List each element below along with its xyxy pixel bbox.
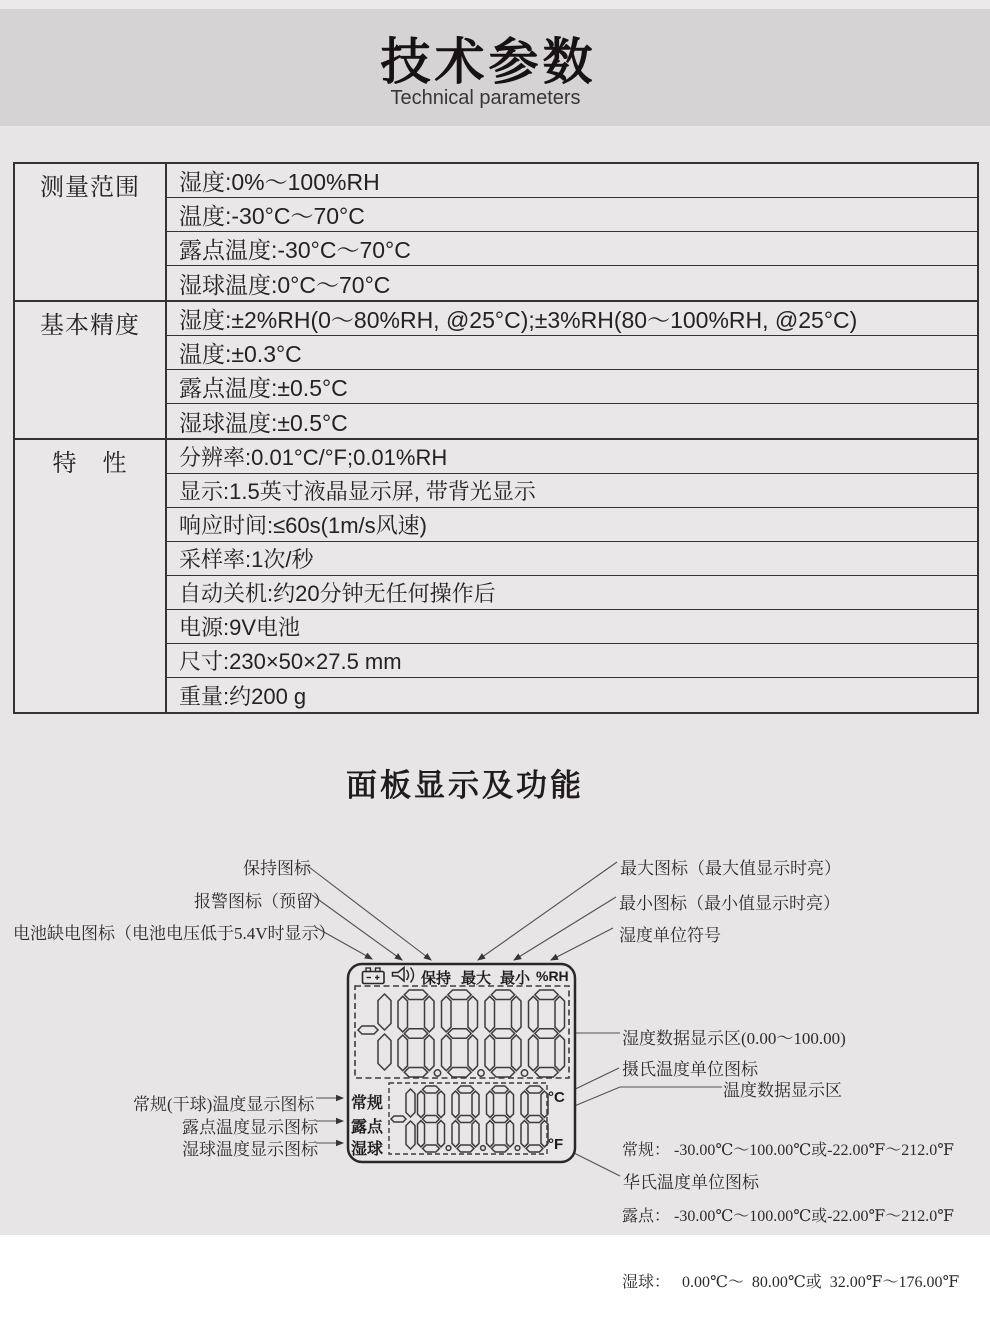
lcd-min-indicator: 最小: [500, 970, 531, 987]
panel-diagram: [0, 840, 990, 1291]
callout-wet-icon: 湿球温度显示图标: [182, 1140, 318, 1159]
spec-section-accuracy: [15, 300, 977, 438]
callout-min: 最小图标（最小值显示时亮）: [619, 894, 840, 913]
range-normal: 常规： -30.00℃～100.00℃或-22.00℉～212.0℉: [622, 1142, 954, 1159]
callout-humidity-area: 湿度数据显示区(0.00～100.00): [622, 1029, 846, 1048]
spec-row: 分辨率:0.01°C/°F;0.01%RH: [167, 440, 977, 474]
callout-rh-unit: 湿度单位符号: [619, 926, 721, 945]
spec-row: 电源:9V电池: [167, 610, 977, 644]
lcd-dew-indicator: 露点: [351, 1119, 384, 1136]
section-label: 测量范围: [15, 164, 167, 300]
rh-leader-line: [551, 928, 613, 960]
range-wet: 湿球： 0.00℃～ 80.00℃或 32.00℉～176.00℉: [622, 1274, 960, 1291]
spec-row: 采样率:1次/秒: [167, 542, 977, 576]
callout-fahrenheit: 华氏温度单位图标: [623, 1173, 759, 1192]
lcd-celsius-unit: °C: [548, 1089, 565, 1106]
spec-row: 自动关机:约20分钟无任何操作后: [167, 576, 977, 610]
callout-normal-icon: 常规(干球)温度显示图标: [133, 1095, 315, 1114]
spec-row: 露点温度:±0.5°C: [167, 370, 977, 404]
spec-row: 露点温度:-30°C～70°C: [167, 232, 977, 266]
spec-row: 湿球温度:0°C～70°C: [179, 271, 391, 298]
lcd-rh-unit: %RH: [536, 968, 569, 984]
spec-row: 重量:约200 g: [179, 683, 307, 709]
section-label: 基本精度: [15, 302, 167, 438]
spec-row: 尺寸:230×50×27.5 mm: [167, 644, 977, 678]
callout-temp-area: 温度数据显示区: [723, 1081, 842, 1100]
page-title: 技术参数: [380, 34, 597, 90]
callout-max: 最大图标（最大值显示时亮）: [620, 859, 841, 878]
lcd-max-indicator: 最大: [461, 970, 492, 987]
min-leader-line: [514, 897, 616, 960]
spec-table: [13, 162, 979, 714]
range-dew: 露点： -30.00℃～100.00℃或-22.00℉～212.0℉: [622, 1208, 954, 1225]
section-label: 特 性: [15, 440, 167, 712]
spec-section-features: [15, 438, 977, 712]
lcd-hold-indicator: 保持: [421, 970, 452, 987]
spec-row: 湿度:0%～100%RH: [167, 164, 977, 198]
lcd-wet-indicator: 湿球: [351, 1141, 384, 1158]
spec-row: 温度:-30°C～70°C: [167, 198, 977, 232]
top-strip: [0, 0, 990, 9]
lcd-fahrenheit-unit: °F: [548, 1136, 564, 1153]
callout-battery: 电池缺电图标（电池电压低于5.4V时显示）: [13, 924, 336, 943]
page-subtitle: Technical parameters: [390, 87, 581, 109]
spec-row: 响应时间:≤60s(1m/s风速): [167, 508, 977, 542]
hold-leader-line: [305, 864, 431, 960]
spec-row: 显示:1.5英寸液晶显示屏, 带背光显示: [167, 474, 977, 508]
lcd-normal-indicator: 常规: [351, 1095, 384, 1112]
callout-dew-icon: 露点温度显示图标: [182, 1118, 318, 1137]
max-leader-line: [478, 862, 617, 960]
temperature-range-list: [622, 1096, 959, 1338]
callout-hold: 保持图标: [243, 859, 311, 878]
spec-row: 湿球温度:±0.5°C: [179, 409, 348, 436]
fahrenheit-leader-line: [572, 1152, 620, 1176]
spec-row: 温度:±0.3°C: [167, 336, 977, 370]
callout-celsius: 摄氏温度单位图标: [622, 1060, 758, 1079]
callout-alarm: 报警图标（预留）: [194, 892, 330, 911]
panel-section-title: 面板显示及功能: [346, 768, 584, 803]
spec-row: 湿度:±2%RH(0～80%RH, @25°C);±3%RH(80～100%RH, @25°C): [167, 302, 977, 336]
spec-section-measure-range: [15, 164, 977, 300]
